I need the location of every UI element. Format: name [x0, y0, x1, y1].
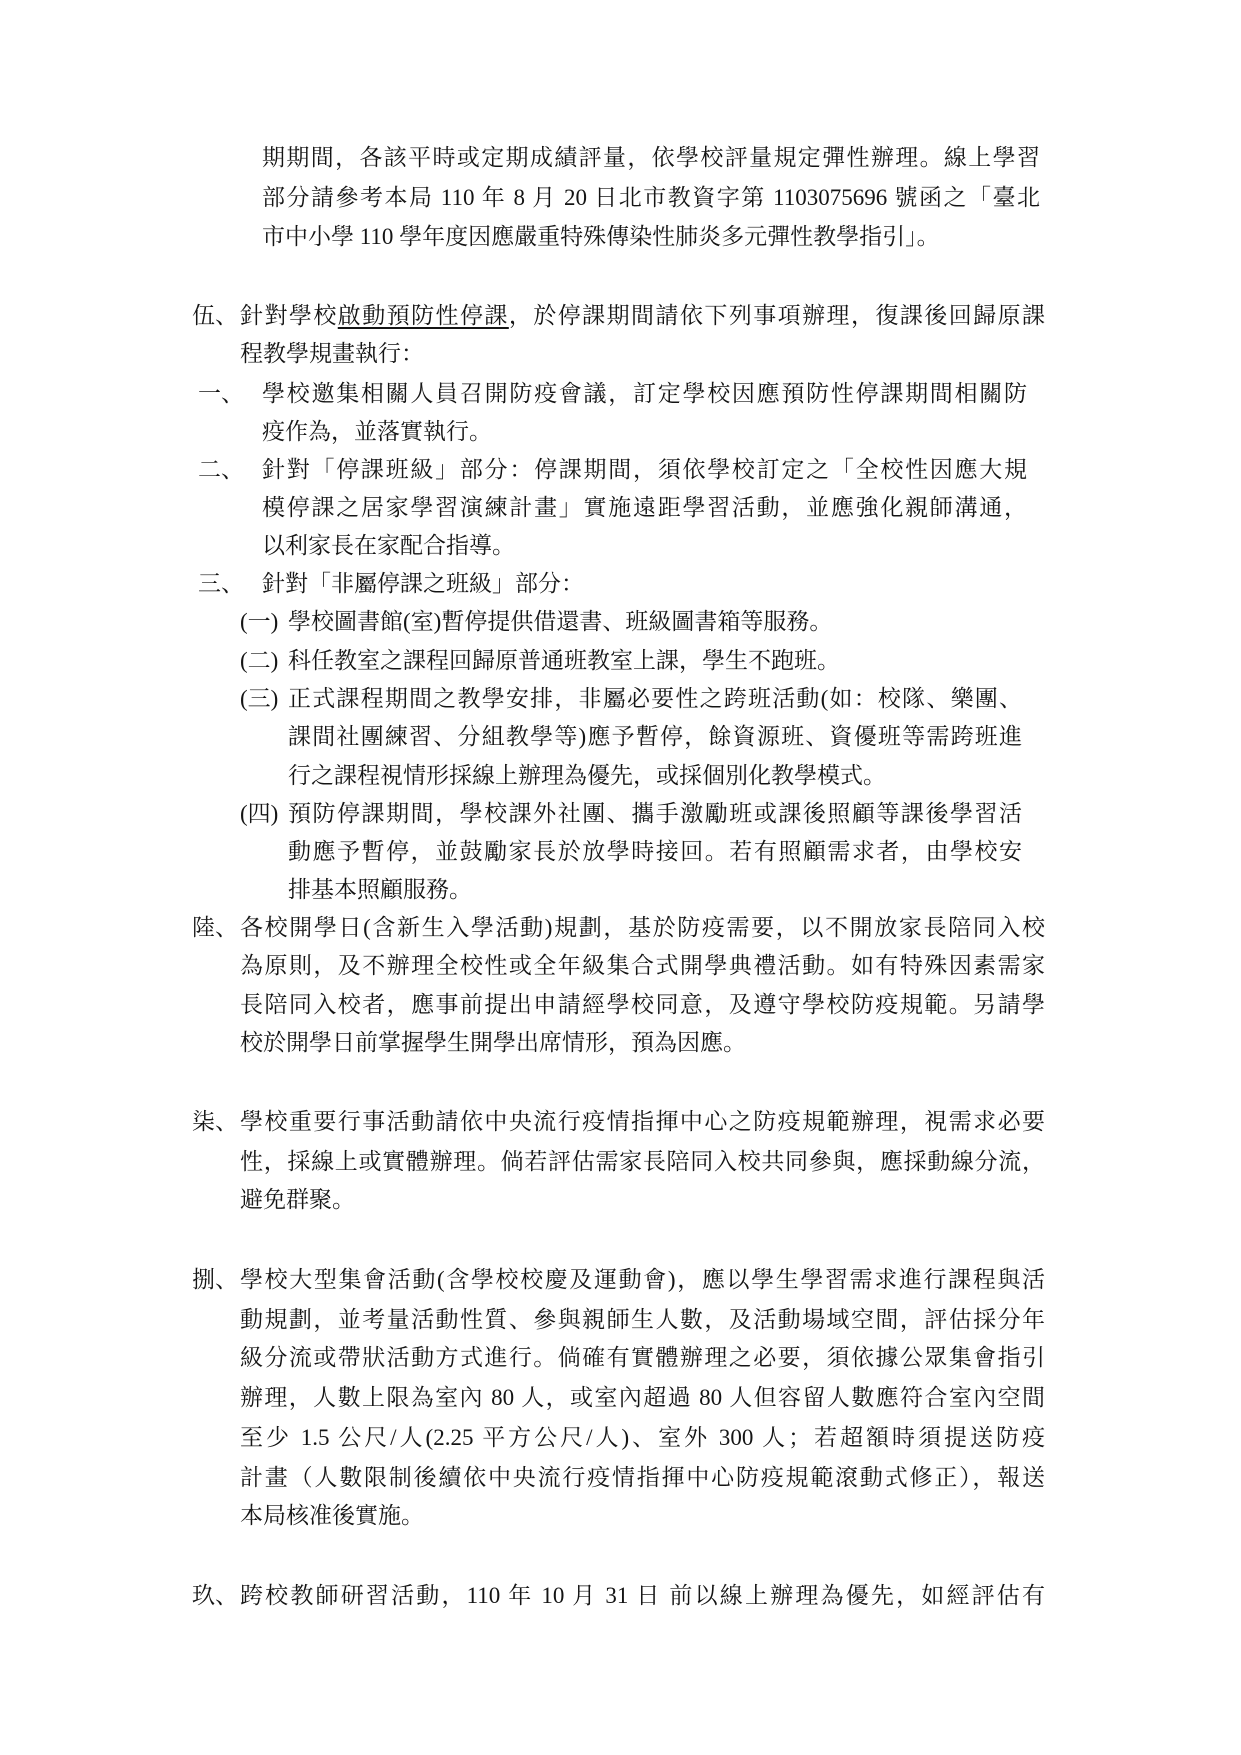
text-line: 模停課之居家學習演練計畫」實施遠距學習活動，並應強化親師溝通， — [262, 495, 1027, 520]
text-line: 排基本照顧服務。 — [288, 877, 472, 902]
section-label: 捌、 — [192, 1267, 238, 1292]
text-line: 避免群聚。 — [240, 1187, 355, 1212]
section-label: 伍、 — [192, 303, 238, 328]
text-line: 辦理，人數上限為室內 80 人，或室內超過 80 人但容留人數應符合室內空間 — [240, 1385, 1045, 1410]
text-line: 級分流或帶狀活動方式進行。倘確有實體辦理之必要，須依據公眾集會指引 — [240, 1345, 1045, 1370]
text-segment: 針對學校 — [240, 303, 338, 328]
item-label: 一、 — [198, 381, 244, 406]
text-line: 以利家長在家配合指導。 — [262, 533, 515, 558]
text-line: 預防停課期間，學校課外社團、攜手激勵班或課後照顧等課後學習活 — [288, 801, 1022, 826]
text-segment: ，於停課期間請依下列事項辦理，復課後回歸原課 — [508, 303, 1045, 328]
text-line: 學校圖書館(室)暫停提供借還書、班級圖書箱等服務。 — [288, 609, 833, 634]
text-line: 學校重要行事活動請依中央流行疫情指揮中心之防疫規範辦理，視需求必要 — [240, 1109, 1045, 1134]
text-line: 行之課程視情形採線上辦理為優先，或採個別化教學模式。 — [288, 763, 886, 788]
text-line: 期期間，各該平時或定期成績評量，依學校評量規定彈性辦理。線上學習 — [262, 145, 1040, 170]
subitem-label: (一) — [240, 609, 279, 634]
subitem-label: (三) — [240, 686, 279, 711]
underlined-text: 啟動預防性停課 — [337, 303, 509, 328]
text-line: 計畫（人數限制後續依中央流行疫情指揮中心防疫規範滾動式修正），報送 — [240, 1465, 1045, 1490]
text-line: 課間社團練習、分組教學等)應予暫停，餘資源班、資優班等需跨班進 — [288, 724, 1022, 749]
text-line: 動規劃，並考量活動性質、參與親師生人數，及活動場域空間，評估採分年 — [240, 1307, 1045, 1332]
section-label: 玖、 — [192, 1583, 238, 1608]
text-line: 針對「停課班級」部分：停課期間，須依學校訂定之「全校性因應大規 — [262, 457, 1027, 482]
text-line: 疫作為，並落實執行。 — [262, 419, 492, 444]
text-line: 部分請參考本局 110 年 8 月 20 日北市教資字第 1103075696 號函之「臺北 — [262, 185, 1040, 210]
text-line: 針對「非屬停課之班級」部分： — [262, 571, 584, 596]
text-line: 各校開學日(含新生入學活動)規劃，基於防疫需要，以不開放家長陪同入校 — [240, 915, 1045, 940]
text-line: 市中小學 110 學年度因應嚴重特殊傳染性肺炎多元彈性教學指引」。 — [262, 224, 940, 249]
text-line: 動應予暫停，並鼓勵家長於放學時接回。若有照顧需求者，由學校安 — [288, 839, 1022, 864]
text-line: 長陪同入校者，應事前提出申請經學校同意，及遵守學校防疫規範。另請學 — [240, 992, 1045, 1017]
text-line: 性，採線上或實體辦理。倘若評估需家長陪同入校共同參與，應採動線分流， — [240, 1149, 1045, 1174]
item-label: 三、 — [198, 571, 244, 596]
section-label: 陸、 — [192, 915, 238, 940]
item-label: 二、 — [198, 457, 244, 482]
text-line: 為原則，及不辦理全校性或全年級集合式開學典禮活動。如有特殊因素需家 — [240, 953, 1045, 978]
text-line: 學校大型集會活動(含學校校慶及運動會)，應以學生學習需求進行課程與活 — [240, 1267, 1045, 1292]
text-line: 正式課程期間之教學安排，非屬必要性之跨班活動(如：校隊、樂團、 — [288, 686, 1022, 711]
subitem-label: (二) — [240, 648, 279, 673]
text-line: 本局核准後實施。 — [240, 1503, 424, 1528]
text-line: 跨校教師研習活動，110 年 10 月 31 日 前以線上辦理為優先，如經評估有 — [240, 1583, 1045, 1608]
section-label: 柒、 — [192, 1109, 238, 1134]
subitem-label: (四) — [240, 801, 279, 826]
text-line: 學校邀集相關人員召開防疫會議，訂定學校因應預防性停課期間相關防 — [262, 381, 1027, 406]
text-line — [240, 302, 1045, 330]
text-line: 程教學規畫執行： — [240, 341, 424, 366]
text-line: 校於開學日前掌握學生開學出席情形，預為因應。 — [240, 1030, 746, 1055]
text-line: 科任教室之課程回歸原普通班教室上課，學生不跑班。 — [288, 648, 840, 673]
text-line: 至少 1.5 公尺/人(2.25 平方公尺/人)、室外 300 人；若超額時須提送防疫 — [240, 1425, 1045, 1450]
